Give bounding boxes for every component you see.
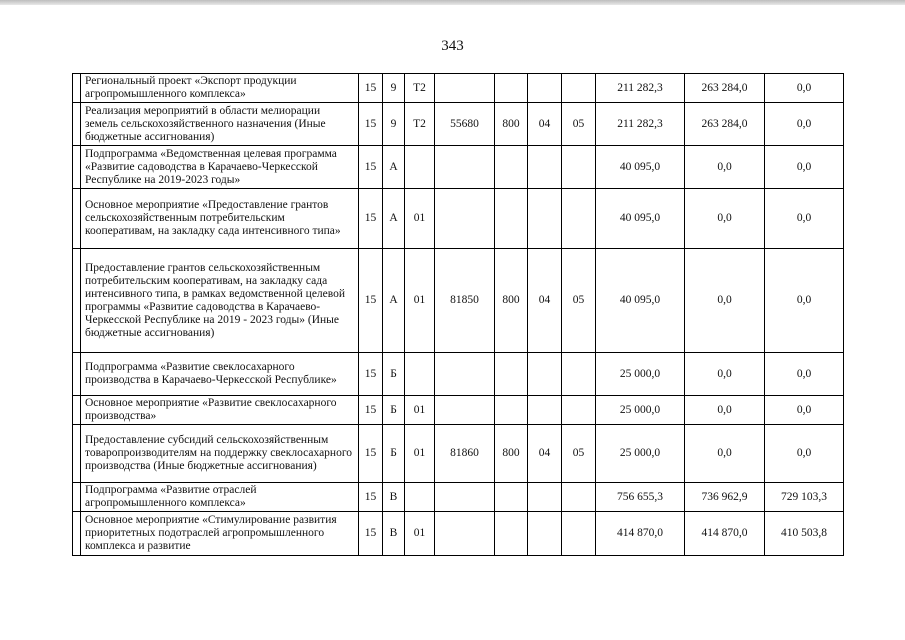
margin-cell (73, 189, 81, 249)
row-name-cell: Предоставление грантов сельскохозяйственным потребительским кооперативам, на закладку сада интенсивного типа, в рамках ведомственной целевой программы «Развитие садоводства в Карачаево-Черкесской Республике на 2019 - 2023 годы» (Иные бюджетные ассигнования) (81, 249, 359, 353)
code-cell: 15 (359, 396, 383, 425)
code-cell: В (383, 512, 405, 556)
code-cell: 01 (405, 396, 435, 425)
code-cell (562, 396, 596, 425)
code-cell (435, 189, 495, 249)
code-cell: 04 (528, 103, 562, 146)
code-cell: 15 (359, 249, 383, 353)
amount-cell: 211 282,3 (596, 74, 685, 103)
code-cell: 05 (562, 425, 596, 483)
code-cell (435, 146, 495, 189)
table-row (73, 189, 844, 249)
amount-cell: 211 282,3 (596, 103, 685, 146)
amount-cell: 736 962,9 (685, 483, 765, 512)
margin-cell (73, 483, 81, 512)
table-row (73, 74, 844, 103)
code-cell: 55680 (435, 103, 495, 146)
amount-cell: 729 103,3 (765, 483, 844, 512)
code-cell (528, 396, 562, 425)
code-cell (435, 483, 495, 512)
row-name-cell: Подпрограмма «Развитие отраслей агропромышленного комплекса» (81, 483, 359, 512)
row-name-cell: Основное мероприятие «Развитие свеклосахарного производства» (81, 396, 359, 425)
code-cell: 15 (359, 512, 383, 556)
code-cell: Б (383, 353, 405, 396)
code-cell: В (383, 483, 405, 512)
amount-cell: 0,0 (765, 146, 844, 189)
amount-cell: 25 000,0 (596, 353, 685, 396)
code-cell: 15 (359, 425, 383, 483)
code-cell (435, 353, 495, 396)
code-cell (528, 146, 562, 189)
code-cell (495, 353, 528, 396)
code-cell: Б (383, 425, 405, 483)
table-row (73, 425, 844, 483)
code-cell: 01 (405, 189, 435, 249)
code-cell (495, 483, 528, 512)
code-cell (528, 74, 562, 103)
code-cell: 15 (359, 483, 383, 512)
amount-cell: 25 000,0 (596, 396, 685, 425)
code-cell: А (383, 189, 405, 249)
margin-cell (73, 512, 81, 556)
amount-cell: 263 284,0 (685, 103, 765, 146)
code-cell (405, 483, 435, 512)
amount-cell: 0,0 (765, 189, 844, 249)
code-cell (495, 146, 528, 189)
code-cell: 04 (528, 249, 562, 353)
code-cell: А (383, 249, 405, 353)
table-row (73, 396, 844, 425)
margin-cell (73, 146, 81, 189)
amount-cell: 0,0 (685, 146, 765, 189)
row-name-cell: Региональный проект «Экспорт продукции агропромышленного комплекса» (81, 74, 359, 103)
margin-cell (73, 74, 81, 103)
table-row (73, 512, 844, 556)
code-cell: 01 (405, 512, 435, 556)
table-row (73, 483, 844, 512)
amount-cell: 0,0 (685, 353, 765, 396)
row-name-cell: Реализация мероприятий в области мелиорации земель сельскохозяйственного назначения (Иные бюджетные ассигнования) (81, 103, 359, 146)
page-number: 343 (441, 38, 464, 54)
code-cell: 15 (359, 353, 383, 396)
table-row (73, 103, 844, 146)
row-name-cell: Основное мероприятие «Стимулирование развития приоритетных подотраслей агропромышленного комплекса и развитие (81, 512, 359, 556)
amount-cell: 414 870,0 (596, 512, 685, 556)
code-cell (528, 353, 562, 396)
code-cell: 05 (562, 249, 596, 353)
amount-cell: 0,0 (765, 396, 844, 425)
code-cell (435, 512, 495, 556)
code-cell (528, 189, 562, 249)
amount-cell: 0,0 (685, 249, 765, 353)
row-name-cell: Подпрограмма «Ведомственная целевая программа «Развитие садоводства в Карачаево-Черкесской Республике на 2019-2023 годы» (81, 146, 359, 189)
amount-cell: 0,0 (765, 353, 844, 396)
code-cell (562, 512, 596, 556)
table-body (73, 74, 844, 556)
code-cell: 15 (359, 103, 383, 146)
table-row (73, 249, 844, 353)
amount-cell: 0,0 (765, 425, 844, 483)
code-cell (562, 74, 596, 103)
code-cell (495, 189, 528, 249)
code-cell: Т2 (405, 74, 435, 103)
row-name-cell: Основное мероприятие «Предоставление грантов сельскохозяйственным потребительским кооперативам, на закладку сада интенсивного типа» (81, 189, 359, 249)
code-cell: 15 (359, 74, 383, 103)
code-cell: 800 (495, 425, 528, 483)
amount-cell: 0,0 (765, 103, 844, 146)
margin-cell (73, 103, 81, 146)
code-cell: 04 (528, 425, 562, 483)
amount-cell: 40 095,0 (596, 146, 685, 189)
amount-cell: 263 284,0 (685, 74, 765, 103)
amount-cell: 25 000,0 (596, 425, 685, 483)
margin-cell (73, 249, 81, 353)
amount-cell: 0,0 (685, 396, 765, 425)
code-cell (528, 512, 562, 556)
code-cell: 81850 (435, 249, 495, 353)
budget-table (72, 73, 844, 556)
code-cell (495, 74, 528, 103)
code-cell: А (383, 146, 405, 189)
code-cell (435, 396, 495, 425)
code-cell (435, 74, 495, 103)
amount-cell: 0,0 (685, 189, 765, 249)
table-row (73, 353, 844, 396)
code-cell (495, 512, 528, 556)
code-cell (562, 353, 596, 396)
margin-cell (73, 353, 81, 396)
code-cell (405, 146, 435, 189)
code-cell: Т2 (405, 103, 435, 146)
code-cell: 01 (405, 249, 435, 353)
code-cell: 81860 (435, 425, 495, 483)
code-cell: 05 (562, 103, 596, 146)
amount-cell: 0,0 (765, 74, 844, 103)
row-name-cell: Предоставление субсидий сельскохозяйственным товаропроизводителям на поддержку свеклосахарного производства (Иные бюджетные ассигнования) (81, 425, 359, 483)
code-cell (562, 146, 596, 189)
code-cell (528, 483, 562, 512)
row-name-cell: Подпрограмма «Развитие свеклосахарного производства в Карачаево-Черкесской Республике» (81, 353, 359, 396)
code-cell: 800 (495, 249, 528, 353)
amount-cell: 410 503,8 (765, 512, 844, 556)
amount-cell: 40 095,0 (596, 249, 685, 353)
amount-cell: 0,0 (685, 425, 765, 483)
code-cell: 01 (405, 425, 435, 483)
amount-cell: 414 870,0 (685, 512, 765, 556)
code-cell (495, 396, 528, 425)
amount-cell: 756 655,3 (596, 483, 685, 512)
margin-cell (73, 396, 81, 425)
code-cell (562, 189, 596, 249)
code-cell: 15 (359, 189, 383, 249)
code-cell (562, 483, 596, 512)
amount-cell: 0,0 (765, 249, 844, 353)
amount-cell: 40 095,0 (596, 189, 685, 249)
code-cell: 9 (383, 103, 405, 146)
margin-cell (73, 425, 81, 483)
code-cell: 9 (383, 74, 405, 103)
scan-top-edge (0, 0, 905, 5)
code-cell (405, 353, 435, 396)
table-row (73, 146, 844, 189)
code-cell: Б (383, 396, 405, 425)
code-cell: 800 (495, 103, 528, 146)
code-cell: 15 (359, 146, 383, 189)
